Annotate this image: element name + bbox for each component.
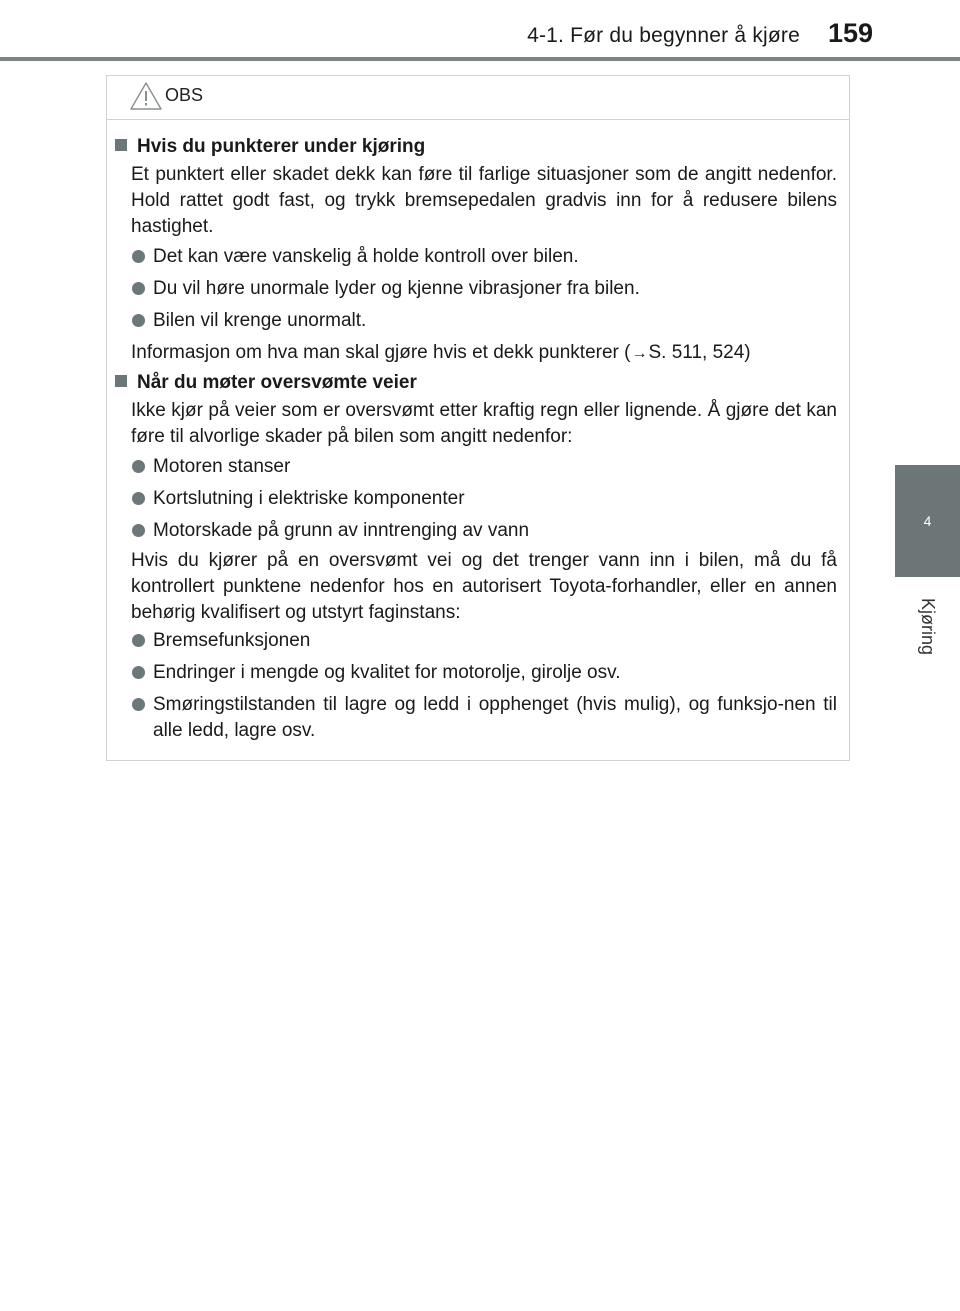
list-item: Bilen vil krenge unormalt. — [131, 308, 837, 334]
circle-bullet-icon — [132, 314, 145, 327]
chapter-title — [898, 586, 958, 666]
paragraph: Ikke kjør på veier som er oversvømt etter kraftig regn eller lignende. Å gjøre det kan føre til alvorlige skader på bilen som angitt nedenfor: — [131, 400, 837, 447]
list-item: Motorskade på grunn av inntrenging av vann — [131, 518, 837, 544]
reference-paragraph: Informasjon om hva man skal gjøre hvis et dekk punkterer (→S. 511, 524) — [131, 342, 751, 363]
list-item: Du vil høre unormale lyder og kjenne vibrasjoner fra bilen. — [131, 276, 837, 302]
section-heading: Når du møter oversvømte veier — [107, 372, 417, 394]
caution-box — [106, 75, 850, 761]
chapter-number: 4 — [923, 513, 932, 529]
arrow-icon: → — [631, 345, 648, 362]
circle-bullet-icon — [132, 250, 145, 263]
section-title: 4-1. Før du begynner å kjøre — [527, 24, 800, 47]
square-bullet-icon — [115, 139, 127, 151]
list-item: Smøringstilstanden til lagre og ledd i opphenget (hvis mulig), og funksjo-nen til alle ledd, lagre osv. — [131, 692, 837, 744]
section-heading: Hvis du punkterer under kjøring — [107, 136, 425, 158]
warning-triangle-icon — [129, 81, 163, 111]
caution-label: OBS — [165, 85, 204, 105]
list-item: Bremsefunksjonen — [131, 628, 837, 654]
page-reference: S. 511, 524) — [648, 342, 751, 363]
chapter-tab — [895, 465, 960, 577]
page-number: 159 — [828, 18, 874, 48]
list-item: Det kan være vanskelig å holde kontroll over bilen. — [131, 244, 837, 270]
chapter-title-text: Kjøring — [918, 597, 939, 655]
header-rule — [0, 57, 960, 61]
circle-bullet-icon — [132, 524, 145, 537]
circle-bullet-icon — [132, 460, 145, 473]
list-item: Endringer i mengde og kvalitet for motorolje, girolje osv. — [131, 660, 837, 686]
circle-bullet-icon — [132, 492, 145, 505]
circle-bullet-icon — [132, 666, 145, 679]
list-item: Kortslutning i elektriske komponenter — [131, 486, 837, 512]
circle-bullet-icon — [132, 634, 145, 647]
list-item: Motoren stanser — [131, 454, 837, 480]
paragraph: Hvis du kjører på en oversvømt vei og det trenger vann inn i bilen, må du få kontrollert punktene nedenfor hos en autorisert Toyota-forhandler, eller en annen behørig kvalifisert og utstyrt faginstans: — [131, 550, 837, 623]
circle-bullet-icon — [132, 698, 145, 711]
circle-bullet-icon — [132, 282, 145, 295]
paragraph: Et punktert eller skadet dekk kan føre til farlige situasjoner som de angitt nedenfor. Hold rattet godt fast, og trykk bremsepedalen gradvis inn for å redusere bilens hastighet. — [131, 164, 837, 237]
square-bullet-icon — [115, 375, 127, 387]
caution-header — [107, 76, 849, 120]
